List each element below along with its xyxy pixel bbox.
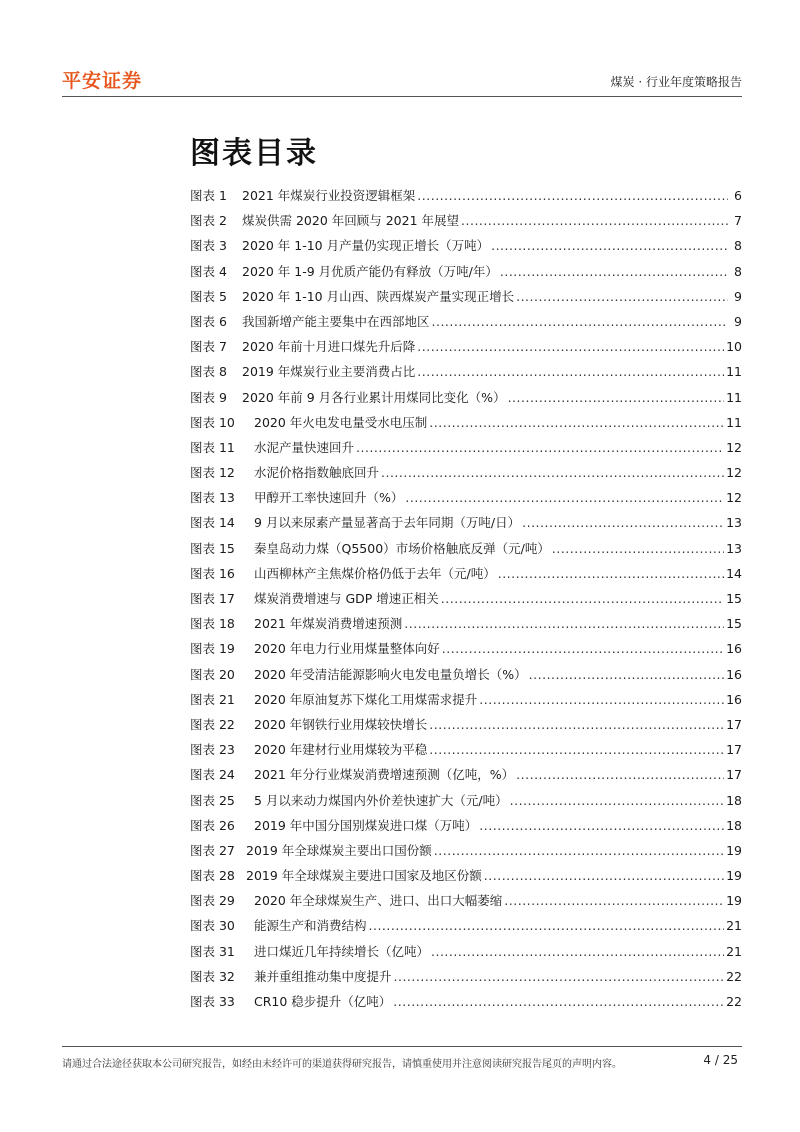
page-header [62, 64, 742, 94]
toc-text: CR10 稳步提升（亿吨） [254, 994, 392, 1009]
toc-page: 11 [726, 414, 742, 430]
toc-leader [394, 969, 725, 984]
toc-label: 图表 21 [190, 691, 235, 707]
toc-item[interactable] [190, 841, 742, 866]
toc-item[interactable] [190, 488, 742, 513]
toc-item[interactable] [190, 463, 742, 488]
toc-page: 15 [726, 616, 742, 632]
toc-label: 图表 9 [190, 389, 227, 405]
toc-text: 2020 年钢铁行业用煤较快增长 [254, 716, 428, 732]
toc-page: 16 [726, 666, 742, 682]
toc-page: 18 [726, 817, 742, 833]
toc-leader [417, 188, 728, 203]
company-logo: 平安证券 [62, 70, 143, 92]
footer-disclaimer: 请通过合法途径获取本公司研究报告，如经由未经许可的渠道获得研究报告，请慎重使用并注意阅读研究报告尾页的声明内容。 [62, 1059, 622, 1070]
toc-leader [356, 440, 724, 455]
toc-label: 图表 3 [190, 238, 227, 254]
toc-label: 图表 29 [190, 893, 235, 909]
toc-leader [510, 793, 724, 808]
toc-page: 9 [734, 288, 742, 304]
toc-page: 17 [726, 716, 742, 732]
toc-label: 图表 24 [190, 767, 235, 783]
toc-leader [434, 843, 724, 858]
toc-leader [432, 314, 728, 329]
toc-text: 2019 年中国分国别煤炭进口煤（万吨） [254, 817, 478, 833]
toc-text: 2020 年电力行业用煤量整体向好 [254, 641, 440, 657]
toc-leader [479, 818, 724, 833]
toc-item[interactable] [190, 513, 742, 538]
toc-item[interactable] [190, 589, 742, 614]
toc-text: 2019 年煤炭行业主要消费占比 [242, 364, 416, 380]
toc-page: 6 [734, 188, 742, 203]
toc-page: 22 [726, 968, 742, 984]
toc-text: 2020 年原油复苏下煤化工用煤需求提升 [254, 691, 478, 707]
toc-leader [461, 213, 728, 228]
toc-text: 水泥价格指数触底回升 [254, 465, 380, 481]
toc-item[interactable] [190, 942, 742, 967]
toc-label: 图表 12 [190, 465, 235, 481]
page-number: 4 / 25 [703, 1053, 738, 1067]
toc-text: 5 月以来动力煤国内外价差快速扩大（元/吨） [254, 792, 508, 808]
toc-item[interactable] [190, 916, 742, 941]
toc-text: 2020 年前十月进口煤先升后降 [242, 339, 416, 355]
toc-page: 11 [726, 364, 742, 380]
toc-item[interactable] [190, 438, 742, 463]
toc-item[interactable] [190, 614, 742, 639]
toc-text: 甲醇开工率快速回升（%） [254, 490, 404, 506]
toc-text: 2020 年全球煤炭生产、进口、出口大幅萎缩 [254, 893, 503, 909]
toc-item[interactable] [190, 337, 742, 362]
toc-item[interactable] [190, 967, 742, 992]
toc-item[interactable] [190, 866, 742, 891]
toc-text: 2020 年前 9 月各行业累计用煤同比变化（%） [242, 389, 506, 405]
toc-page: 13 [726, 540, 742, 556]
toc-label: 图表 20 [190, 666, 235, 682]
toc-label: 图表 31 [190, 943, 235, 959]
toc-label: 图表 19 [190, 641, 235, 657]
toc-label: 图表 23 [190, 742, 235, 758]
toc-leader [508, 390, 725, 405]
toc-label: 图表 6 [190, 313, 227, 329]
toc-item[interactable] [190, 262, 742, 287]
toc-item[interactable] [190, 388, 742, 413]
toc-label: 图表 26 [190, 817, 235, 833]
toc-label: 图表 18 [190, 616, 235, 632]
toc-page: 17 [726, 767, 742, 783]
toc-page: 8 [734, 238, 742, 254]
toc-text: 2020 年建材行业用煤较为平稳 [254, 742, 428, 758]
toc-list [190, 186, 742, 1017]
toc-leader [529, 667, 724, 682]
toc-item[interactable] [190, 891, 742, 916]
toc-item[interactable] [190, 287, 742, 312]
toc-label: 图表 11 [190, 439, 235, 455]
toc-item[interactable] [190, 186, 742, 211]
toc-text: 9 月以来尿素产量显著高于去年同期（万吨/日） [254, 515, 521, 531]
toc-page: 16 [726, 691, 742, 707]
toc-leader [393, 994, 724, 1009]
toc-page: 8 [734, 263, 742, 279]
toc-label: 图表 25 [190, 792, 235, 808]
toc-leader [429, 717, 724, 732]
toc-label: 图表 28 [190, 868, 235, 884]
toc-leader [498, 566, 724, 581]
toc-item[interactable] [190, 816, 742, 841]
toc-item[interactable] [190, 765, 742, 790]
toc-item[interactable] [190, 539, 742, 564]
toc-leader [441, 591, 724, 606]
toc-leader [431, 944, 724, 959]
toc-page: 11 [726, 389, 742, 405]
toc-label: 图表 22 [190, 716, 235, 732]
toc-page: 18 [726, 792, 742, 808]
toc-page: 13 [726, 515, 742, 531]
toc-leader [500, 264, 728, 279]
toc-item[interactable] [190, 791, 742, 816]
toc-page: 16 [726, 641, 742, 657]
toc-text: 水泥产量快速回升 [254, 439, 355, 455]
toc-page: 14 [726, 565, 742, 581]
toc-item[interactable] [190, 992, 742, 1017]
toc-leader [429, 415, 724, 430]
toc-label: 图表 10 [190, 414, 235, 430]
toc-text: 2021 年煤炭行业投资逻辑框架 [242, 188, 416, 203]
toc-text: 2021 年分行业煤炭消费增速预测（亿吨，%） [254, 767, 515, 783]
toc-item[interactable] [190, 564, 742, 589]
toc-text: 秦皇岛动力煤（Q5500）市场价格触底反弹（元/吨） [254, 540, 550, 556]
report-title: 煤炭 · 行业年度策略报告 [610, 75, 742, 89]
toc-item[interactable] [190, 665, 742, 690]
header-divider [62, 96, 742, 97]
toc-text: 2020 年火电发电量受水电压制 [254, 414, 428, 430]
toc-page: 12 [726, 490, 742, 506]
toc-label: 图表 7 [190, 339, 227, 355]
toc-leader [516, 289, 728, 304]
toc-label: 图表 1 [190, 188, 227, 203]
toc-label: 图表 15 [190, 540, 235, 556]
toc-leader [491, 238, 728, 253]
toc-page: 19 [726, 868, 742, 884]
toc-text: 进口煤近几年持续增长（亿吨） [254, 943, 430, 959]
toc-leader [504, 893, 724, 908]
toc-leader [417, 339, 724, 354]
toc-leader [429, 742, 724, 757]
toc-label: 图表 27 [190, 842, 235, 858]
toc-item[interactable] [190, 211, 742, 236]
toc-item[interactable] [190, 312, 742, 337]
toc-label: 图表 33 [190, 994, 235, 1009]
toc-leader [516, 767, 724, 782]
toc-item[interactable] [190, 362, 742, 387]
toc-page: 7 [734, 213, 742, 229]
toc-label: 图表 30 [190, 918, 235, 934]
toc-label: 图表 14 [190, 515, 235, 531]
toc-page: 17 [726, 742, 742, 758]
toc-text: 我国新增产能主要集中在西部地区 [242, 313, 430, 329]
toc-text: 能源生产和消费结构 [254, 918, 367, 934]
toc-leader [381, 465, 724, 480]
footer-divider [62, 1046, 742, 1047]
toc-text: 2020 年 1-10 月山西、陕西煤炭产量实现正增长 [242, 288, 515, 304]
toc-label: 图表 13 [190, 490, 235, 506]
toc-page: 19 [726, 893, 742, 909]
toc-page: 21 [726, 918, 742, 934]
toc-label: 图表 16 [190, 565, 235, 581]
toc-leader [369, 918, 725, 933]
toc-leader [522, 515, 724, 530]
toc-leader [552, 541, 724, 556]
toc-leader [405, 490, 724, 505]
toc-page: 21 [726, 943, 742, 959]
toc-text: 2020 年受清洁能源影响火电发电量负增长（%） [254, 666, 527, 682]
toc-text: 2021 年煤炭消费增速预测 [254, 616, 403, 632]
toc-text: 2019 年全球煤炭主要进口国家及地区份额 [246, 868, 482, 884]
toc-leader [417, 364, 724, 379]
toc-item[interactable] [190, 639, 742, 664]
toc-heading: 图表目录 [190, 136, 318, 171]
toc-page: 9 [734, 313, 742, 329]
toc-text: 2020 年 1-9 月优质产能仍有释放（万吨/年） [242, 263, 498, 279]
toc-text: 煤炭供需 2020 年回顾与 2021 年展望 [242, 213, 460, 229]
toc-page: 19 [726, 842, 742, 858]
toc-item[interactable] [190, 715, 742, 740]
toc-page: 12 [726, 465, 742, 481]
toc-item[interactable] [190, 236, 742, 261]
toc-text: 煤炭消费增速与 GDP 增速正相关 [254, 591, 439, 606]
toc-leader [404, 616, 724, 631]
toc-leader [479, 692, 724, 707]
toc-label: 图表 5 [190, 288, 227, 304]
toc-text: 2019 年全球煤炭主要出口国份额 [246, 842, 432, 858]
toc-label: 图表 17 [190, 591, 235, 606]
toc-item[interactable] [190, 413, 742, 438]
toc-label: 图表 8 [190, 364, 227, 380]
toc-item[interactable] [190, 740, 742, 765]
toc-text: 2020 年 1-10 月产量仍实现正增长（万吨） [242, 238, 490, 254]
toc-item[interactable] [190, 690, 742, 715]
toc-label: 图表 32 [190, 968, 235, 984]
toc-leader [442, 641, 724, 656]
toc-leader [484, 868, 724, 883]
toc-text: 兼并重组推动集中度提升 [254, 968, 392, 984]
toc-page: 22 [726, 994, 742, 1009]
toc-page: 10 [726, 339, 742, 355]
toc-label: 图表 2 [190, 213, 227, 229]
toc-page: 12 [726, 439, 742, 455]
toc-text: 山西柳林产主焦煤价格仍低于去年（元/吨） [254, 565, 496, 581]
toc-page: 15 [726, 591, 742, 606]
toc-label: 图表 4 [190, 263, 227, 279]
